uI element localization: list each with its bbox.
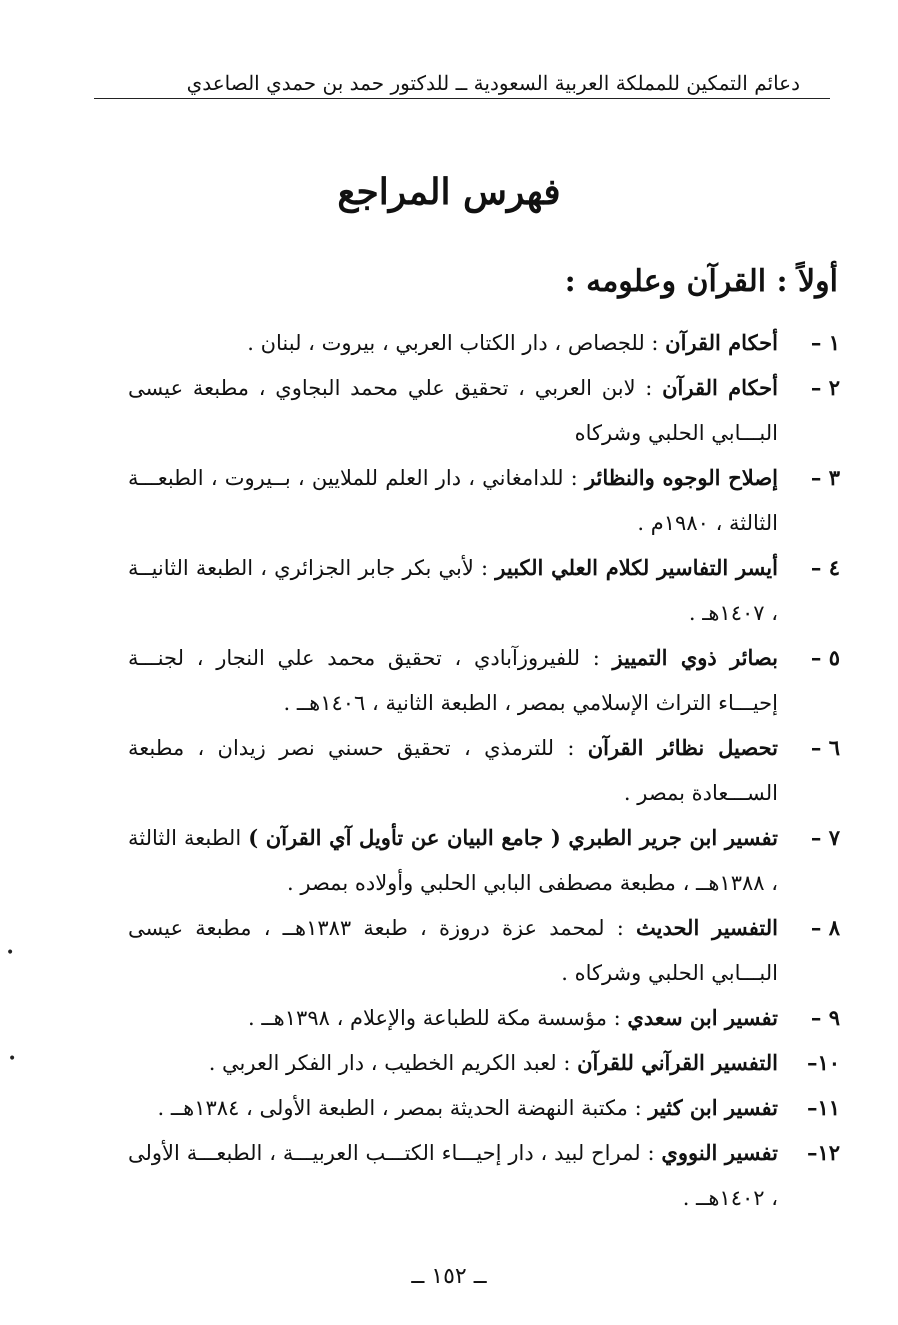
reference-text — [128, 635, 778, 726]
reference-details: الطبعة الثالثة ، ١٣٨٨هــ ، مطبعة مصطفى البابي الحلبي وأولاده بمصر . — [128, 826, 778, 895]
book-title: أحكام القرآن — [665, 330, 778, 355]
margin-speck: • — [8, 1051, 17, 1067]
header-rule — [94, 98, 830, 99]
reference-text — [128, 1040, 778, 1086]
reference-number: ٩ – — [810, 1005, 840, 1030]
reference-number: ١١– — [806, 1095, 840, 1120]
reference-text — [128, 995, 778, 1041]
reference-text — [128, 545, 778, 636]
book-title: تحصيل نظائر القرآن — [587, 735, 778, 760]
reference-text — [128, 365, 778, 456]
reference-number: ٤ – — [810, 555, 840, 580]
reference-details: : لابن العربي ، تحقيق علي محمد البجاوي ، مطبعة عيسى البـــابي الحلبي وشركاه — [128, 376, 778, 445]
reference-details: : مؤسسة مكة للطباعة والإعلام ، ١٣٩٨هــ . — [248, 1006, 628, 1030]
section-heading: أولاً : القرآن وعلومه : — [564, 264, 838, 299]
book-title: أيسر التفاسير لكلام العلي الكبير — [495, 555, 778, 580]
page-title: فهرس المراجع — [337, 171, 561, 213]
reference-number: ٧ – — [810, 825, 840, 850]
book-title: إصلاح الوجوه والنظائر — [584, 465, 778, 490]
book-title: التفسير القرآني للقرآن — [577, 1050, 778, 1075]
reference-number: ١ – — [810, 330, 840, 355]
book-title: تفسير النووي — [661, 1140, 778, 1165]
reference-details: : للجصاص ، دار الكتاب العربي ، بيروت ، لبنان . — [247, 331, 666, 355]
reference-details: : لمراح لبيد ، دار إحيـــاء الكتـــب العربيـــة ، الطبعـــة الأولى ، ١٤٠٢هــ . — [128, 1141, 778, 1210]
reference-details: : للفيروزآبادي ، تحقيق محمد علي النجار ، لجنـــة إحيـــاء التراث الإسلامي بمصر ، الطبعة الثانية ، ١٤٠٦هــ . — [128, 646, 778, 715]
reference-details: : للترمذي ، تحقيق حسني نصر زيدان ، مطبعة الســـعادة بمصر . — [128, 736, 778, 805]
book-title: تفسير ابن جرير الطبري ( جامع البيان عن تأويل آي القرآن ) — [248, 825, 778, 850]
reference-text — [128, 905, 778, 996]
reference-text — [128, 320, 778, 366]
reference-number: ٣ – — [810, 465, 840, 490]
reference-details: : للدامغاني ، دار العلم للملايين ، بــيروت ، الطبعـــة الثالثة ، ١٩٨٠م . — [128, 466, 778, 535]
reference-number: ٨ – — [810, 915, 840, 940]
running-header: دعائم التمكين للمملكة العربية السعودية ــ للدكتور حمد بن حمدي الصاعدي — [186, 71, 800, 95]
reference-text — [128, 725, 778, 816]
reference-details: : لمحمد عزة دروزة ، طبعة ١٣٨٣هــ ، مطبعة عيسى البـــابي الحلبي وشركاه . — [128, 916, 778, 985]
page-number: ــ ١٥٢ ــ — [411, 1264, 487, 1289]
book-title: التفسير الحديث — [636, 915, 778, 940]
book-title: بصائر ذوي التمييز — [612, 645, 778, 670]
margin-speck: • — [6, 945, 15, 961]
book-title: أحكام القرآن — [662, 375, 778, 400]
reference-number: ٦ – — [810, 735, 840, 760]
book-title: تفسير ابن سعدي — [627, 1005, 778, 1030]
reference-number: ١٢– — [806, 1140, 840, 1165]
reference-number: ١٠– — [806, 1050, 840, 1075]
reference-details: : لعبد الكريم الخطيب ، دار الفكر العربي . — [208, 1051, 578, 1075]
reference-number: ٥ – — [810, 645, 840, 670]
reference-details: : لأبي بكر جابر الجزائري ، الطبعة الثانيــة ، ١٤٠٧هـ . — [128, 556, 778, 625]
book-title: تفسير ابن كثير — [648, 1095, 778, 1120]
reference-text — [128, 815, 778, 906]
reference-number: ٢ – — [810, 375, 840, 400]
reference-text — [128, 1085, 778, 1131]
reference-text — [128, 455, 778, 546]
reference-details: : مكتبة النهضة الحديثة بمصر ، الطبعة الأولى ، ١٣٨٤هــ . — [157, 1096, 649, 1120]
reference-text — [128, 1130, 778, 1221]
